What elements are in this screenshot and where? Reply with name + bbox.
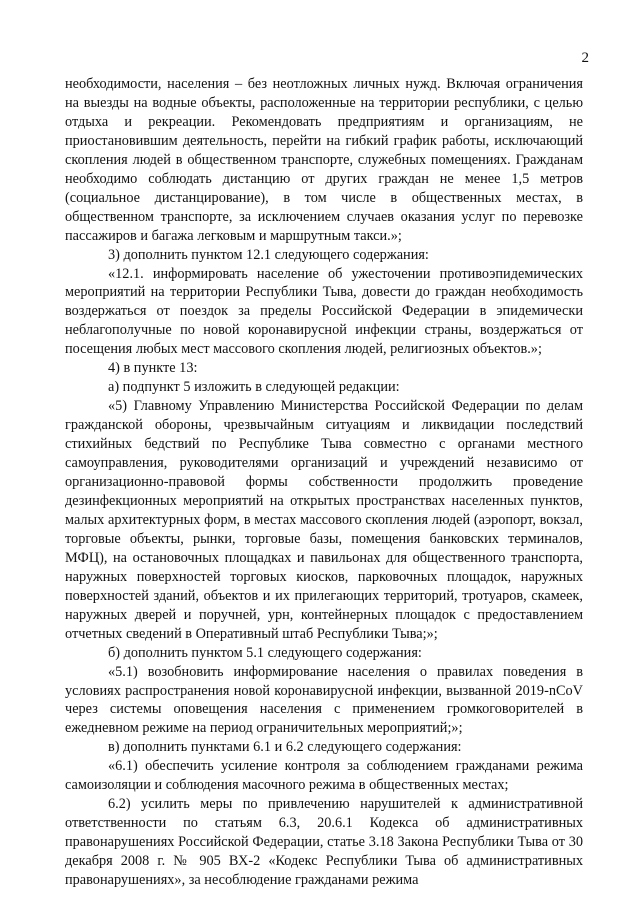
paragraph-subitem-v: в) дополнить пунктами 6.1 и 6.2 следующего содержания:: [108, 739, 462, 756]
paragraph-5: «5) Главному Управлению Министерства Российской Федерации по делам гражданской обороны, чрезвычайным ситуациям и ликвидации последствий стихийных бедствий по Республике Тыва совместно с органами местного самоуправления, руководителями организаций и учреждений независимо от организационно-правовой формы собственности продолжить проведение дезинфекционных мероприятий на открытых пространствах населенных пунктов, малых архитектурных форм, в местах массового скопления людей (аэропорт, вокзал, торговые объекты, рынки, торговые базы, помещения банковских терминалов, МФЦ), на остановочных площадках и павильонах для общественного транспорта, наружных поверхностей торговых киосков, парковочных площадок, наружных поверхностей зданий, объектов и их прилегающих территорий, тротуаров, скамеек, наружных дверей и поручней, урн, контейнерных площадок с предоставлением отчетных сведений в Оперативный штаб Республики Тыва;»;: [65, 398, 583, 642]
paragraph-continuation: необходимости, населения – без неотложных личных нужд. Включая ограничения на выезды на водные объекты, расположенные на территории республики, с целью отдыха и рекреации. Рекомендовать предприятиям и организациям, не приостановившим деятельность, перейти на гибкий график работы, исключающий скопления людей в общественном транспорте, служебных помещениях. Гражданам необходимо соблюдать дистанцию от других граждан не менее 1,5 метров (социальное дистанцирование), в том числе в общественных местах, в общественном транспорте, за исключением случаев оказания услуг по перевозке пассажиров и багажа легковым и маршрутным такси.»;: [65, 76, 583, 244]
paragraph-5-1: «5.1) возобновить информирование населения о правилах поведения в условиях распространения новой коронавирусной инфекции, вызванной 2019-nCoV через системы оповещения населения с применением громкоговорителей в ежедневном режиме на период ограничительных мероприятий;»;: [65, 663, 583, 737]
paragraph-6-2: 6.2) усилить меры по привлечению нарушителей к административной ответственности по статьям 6.3, 20.6.1 Кодекса об административных правонарушениях Российской Федерации, статье 3.18 Закона Республики Тыва от 30 декабря 2008 г. № 905 ВХ-2 «Кодекс Республики Тыва об административных правонарушениях», за несоблюдение гражданами режима: [65, 796, 583, 889]
paragraph-item-4: 4) в пункте 13:: [108, 360, 198, 377]
paragraph-12-1: «12.1. информировать население об ужесточении противоэпидемических мероприятий на территории Республики Тыва, довести до граждан необходимость воздержаться от поездок за пределы Российской Федерации в эпидемически неблагополучные по новой коронавирусной инфекции страны, воздержаться от посещения любых мест массового скопления людей, религиозных объектов.»;: [65, 265, 583, 358]
paragraph-subitem-a: а) подпункт 5 изложить в следующей редакции:: [108, 379, 400, 396]
paragraph-6-1: «6.1) обеспечить усиление контроля за соблюдением гражданами режима самоизоляции и соблюдения масочного режима в общественных местах;: [65, 758, 583, 794]
document-body: [65, 75, 583, 890]
paragraph-subitem-b: б) дополнить пунктом 5.1 следующего содержания:: [108, 644, 422, 661]
page-number: 2: [581, 50, 589, 66]
paragraph-item-3: 3) дополнить пунктом 12.1 следующего содержания:: [108, 246, 429, 263]
